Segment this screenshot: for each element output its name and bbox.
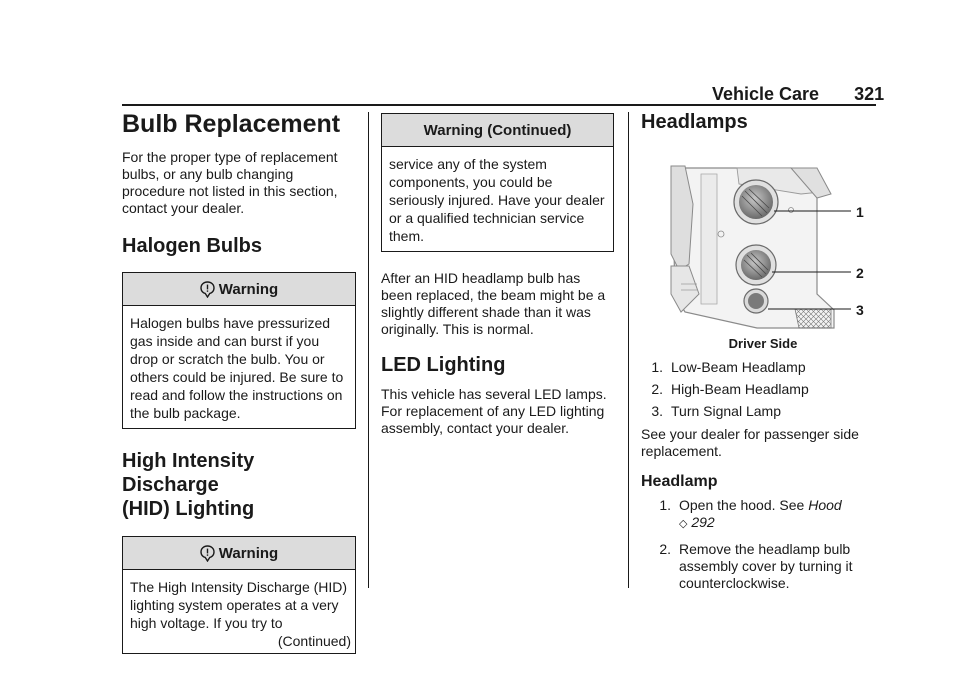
column-divider-2	[628, 112, 629, 588]
warning-text: The High Intensity Discharge (HID) lighting system operates at a very high voltage. If you try to	[130, 579, 348, 631]
page-title: Bulb Replacement	[122, 110, 341, 138]
halogen-heading: Halogen Bulbs	[122, 235, 263, 257]
item-label: High-Beam Headlamp	[671, 381, 809, 397]
item-number: 2.	[651, 381, 663, 397]
continued-label: (Continued)	[277, 633, 351, 649]
warning-header	[382, 114, 613, 147]
warning-title: Warning (Continued)	[423, 121, 572, 139]
warning-header	[123, 273, 355, 306]
list-item	[641, 381, 877, 398]
steps-list	[641, 497, 877, 592]
step-number: 2.	[659, 541, 671, 557]
header-rule	[122, 104, 876, 106]
warning-icon	[200, 545, 215, 562]
item-number: 1.	[651, 359, 663, 375]
hid-heading-line1: High Intensity Discharge	[122, 450, 255, 496]
column-1	[122, 110, 356, 654]
item-label: Low-Beam Headlamp	[671, 359, 806, 375]
hid-warning-continued-box	[381, 113, 614, 252]
callout-3: 3	[856, 302, 864, 318]
parts-list	[641, 359, 877, 420]
column-divider-1	[368, 112, 369, 588]
list-item	[641, 403, 877, 420]
column-3	[641, 110, 877, 592]
hid-heading-line2: (HID) Lighting	[122, 498, 255, 520]
step-text: Open the hood. See Hood ◇ 292	[679, 497, 842, 530]
led-heading: LED Lighting	[381, 354, 506, 376]
hid-heading	[122, 449, 356, 521]
headlamp-subheading: Headlamp	[641, 473, 718, 490]
page-header	[712, 84, 884, 105]
warning-text: service any of the system components, you could be seriously injured. Have your dealer or a qualified technician service them.	[389, 156, 605, 244]
column-2	[381, 110, 614, 437]
headlamp-illustration	[641, 144, 877, 330]
page-ref[interactable]: 292	[691, 514, 715, 530]
led-text: This vehicle has several LED lamps. For replacement of any LED lighting assembly, contact your dealer.	[381, 386, 607, 436]
step-number: 1.	[659, 497, 671, 513]
step-text: Remove the headlamp bulb assembly cover by turning it counterclockwise.	[679, 541, 853, 591]
list-item	[641, 497, 877, 533]
warning-text: Halogen bulbs have pressurized gas inside and can burst if you drop or scratch the bulb. You or others could be injured. Be sure to read and follow the instructions on the bulb package.	[130, 315, 344, 421]
headlamps-heading: Headlamps	[641, 111, 748, 133]
warning-header	[123, 537, 355, 570]
passenger-note: See your dealer for passenger side replacement.	[641, 426, 859, 459]
item-label: Turn Signal Lamp	[671, 403, 781, 419]
callout-1: 1	[856, 204, 864, 220]
warning-icon	[200, 281, 215, 298]
intro-text: For the proper type of replacement bulbs, or any bulb changing procedure not listed in this section, contact your dealer.	[122, 149, 338, 216]
page-number: 321	[854, 84, 885, 104]
section-name: Vehicle Care	[712, 84, 820, 104]
figure-caption: Driver Side	[728, 336, 798, 351]
list-item	[641, 541, 877, 592]
page-ref-icon: ◇	[679, 518, 688, 530]
hood-link[interactable]: Hood	[808, 497, 842, 513]
warning-title: Warning	[218, 280, 279, 298]
list-item	[641, 359, 877, 376]
halogen-warning-box	[122, 272, 356, 429]
headlamp-figure	[641, 144, 877, 330]
warning-title: Warning	[218, 544, 279, 562]
callout-2: 2	[856, 265, 864, 281]
hid-warning-box	[122, 536, 356, 654]
hid-replacement-note: After an HID headlamp bulb has been replaced, the beam might be a slightly different shade than it was originally. This is normal.	[381, 270, 606, 337]
item-number: 3.	[651, 403, 663, 419]
